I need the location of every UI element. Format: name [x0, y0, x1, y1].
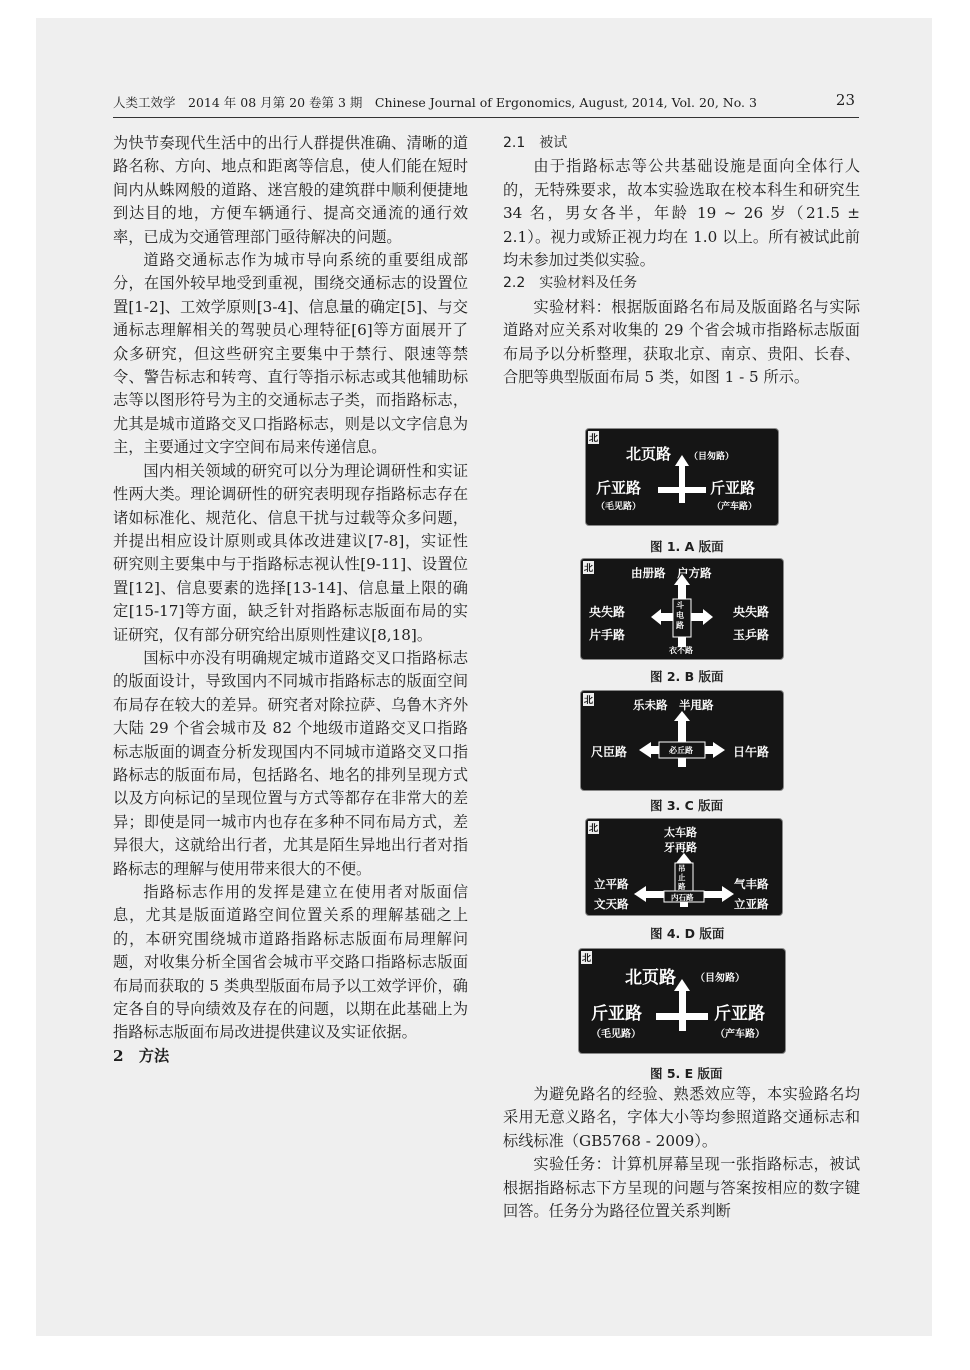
road-name-bottom: 衣不路: [669, 646, 693, 655]
sign-tag: 北: [588, 821, 599, 834]
road-name-top-1: 太车路: [664, 826, 697, 839]
sign-tag: 北: [581, 951, 592, 964]
road-name-left: 尺臣路: [591, 745, 628, 759]
figure-caption: 图 2. B 版面: [650, 669, 724, 684]
left-column: [113, 132, 468, 1068]
figure-caption: 图 3. C 版面: [650, 798, 724, 813]
paragraph: 国内相关领域的研究可以分为理论调研性和实证性两大类。理论调研性的研究表明现存指路标志存在诸如标准化、规范化、信息干扰与过载等众多问题，并提出相应设计原则或具体改进建议[7-8]，实证性研究则主要集中与于指路标志视认性[9-11]、设置位置[12]、信息要素的选择[13-14]、信息量上限的确定[15-17]等方面，缺乏针对指路标志版面布局的实证研究，仅有部分研究给出原则性建议[8,18]。: [113, 461, 468, 644]
road-name-right-sub: （产车路）: [715, 1029, 765, 1040]
road-name-right-sub: （产车路）: [712, 502, 758, 512]
road-name-top: 由册路 户方路: [631, 566, 712, 580]
road-name-left-1: 立平路: [594, 877, 629, 891]
figure-caption: 图 1. A 版面: [650, 539, 724, 554]
sign-a: [585, 428, 779, 526]
road-name-top-sub: （目匆路）: [689, 452, 735, 462]
road-name-left: 斤亚路: [591, 1004, 642, 1024]
right-column-continued: [503, 1083, 860, 1223]
subsection-heading: 2.2 实验材料及任务: [503, 275, 638, 292]
running-header: [113, 93, 859, 115]
sign-b: [580, 558, 784, 660]
road-name-left: 斤亚路: [596, 479, 642, 497]
road-name-top: 北页路: [626, 445, 672, 463]
road-name-right-2: 玉乒路: [733, 628, 770, 642]
section-heading: 2 方法: [113, 1046, 170, 1065]
road-name-right-2: 立亚路: [734, 897, 769, 911]
road-name-top: 北页路: [625, 968, 676, 988]
road-name-center: 斗电路: [676, 601, 684, 630]
paragraph: 为快节奏现代生活中的出行人群提供准确、清晰的道路名称、方向、地点和距离等信息，使人们能在短时间内从蛛网般的道路、迷宫般的建筑群中顺利便捷地到达目的地，方便车辆通行、提高交通流的通行效率，已成为交通管理部门亟待解决的问题。: [113, 134, 468, 246]
subsection-heading: 2.1 被试: [503, 135, 568, 151]
paragraph: 指路标志作用的发挥是建立在使用者对版面信息，尤其是版面道路空间位置关系的理解基础之上的，本研究围绕城市道路指路标志版面布局理解问题，对收集分析全国省会城市平交路口指路标志版面布局而获取的 5 类典型版面布局予以工效学评价，确定各自的导向绩效及存在的问题，以期在此基础上为指路标志版面布局改进提供建议及实证依据。: [113, 883, 468, 1042]
road-name-top-2: 牙再路: [664, 841, 697, 854]
sign-tag: 北: [583, 693, 594, 706]
journal-info: 人类工效学 2014 年 08 月第 20 卷第 3 期 Chinese Journal of Ergonomics, August, 2014, Vol. 20, No. 3: [113, 95, 757, 110]
paragraph: 由于指路标志等公共基础设施是面向全体行人的，无特殊要求，故本实验选取在校本科生和研究生 34 名，男女各半，年龄 19 ~ 26 岁（21.5 ± 2.1）。视力或矫正视力均在 1.0 以上。所有被试此前均未参加过类似实验。: [503, 157, 860, 270]
road-name-right: 斤亚路: [710, 479, 756, 497]
paragraph: 实验任务：计算机屏幕呈现一张指路标志，被试根据指路标志下方呈现的问题与答案按相应的数字键回答。任务分为路径位置关系判断: [503, 1155, 860, 1221]
sign-d: [585, 818, 783, 916]
sign-c: [580, 690, 784, 791]
road-name-right-1: 气丰路: [734, 877, 769, 891]
figure-caption: 图 5. E 版面: [650, 1066, 723, 1081]
road-name-left-sub: （毛见路）: [591, 1029, 641, 1040]
road-name-top-sub: （目匆路）: [695, 973, 745, 984]
road-name-right: 日午路: [733, 745, 770, 759]
sign-tag: 北: [588, 431, 599, 444]
right-column: [503, 132, 860, 389]
road-name-left-2: 片手路: [589, 628, 626, 642]
paragraph: 道路交通标志作为城市导向系统的重要组成部分，在国外较早地受到重视，围绕交通标志的设置位置[1-2]、工效学原则[3-4]、信息量的确定[5]、与交通标志理解相关的驾驶员心理特征[6]等方面展开了众多研究，但这些研究主要集中于禁行、限速等禁令、警告标志和转弯、直行等指示标志或其他辅助标志等以图形符号为主的交通标志子类，而指路标志，尤其是城市道路交叉口指路标志，则是以文字信息为主，主要通过文字空间布局来传递信息。: [113, 251, 468, 457]
road-name-left-sub: （毛见路）: [596, 502, 642, 512]
road-name-center: 必丘路: [669, 746, 693, 755]
figure-caption: 图 4. D 版面: [650, 926, 725, 941]
page-number: 23: [835, 91, 855, 109]
paragraph: 为避免路名的经验、熟悉效应等，本实验路名均采用无意义路名，字体大小等均参照道路交通标志和标线标准（GB5768 - 2009）。: [503, 1085, 860, 1150]
header-rule: [113, 117, 859, 118]
sign-e: [578, 948, 786, 1054]
sign-tag: 北: [583, 561, 594, 574]
road-name-left-2: 文天路: [594, 897, 629, 911]
road-name-top: 乐未路 半甩路: [633, 698, 714, 712]
paragraph: 国标中亦没有明确规定城市道路交叉口指路标志的版面设计，导致国内不同城市指路标志的版面空间布局存在较大的差异。研究者对除拉萨、乌鲁木齐外大陆 29 个省会城市及 82 个地级市道路交叉口指路标志版面的调查分析发现国内不同城市道路交叉口指路标志的版面布局，包括路名、地名的排列呈现方式以及方向标记的呈现位置与方式等都存在非常大的差异；即使是同一城市内也存在多种不同布局方式，差异很大，这就给出行者，尤其是陌生异地出行者对指路标志的理解与使用带来很大的不便。: [113, 648, 468, 878]
road-name-lower: 内石路: [671, 893, 694, 902]
road-name-center: 吊止路: [678, 864, 686, 891]
road-name-right: 斤亚路: [714, 1004, 765, 1024]
paragraph: 实验材料：根据版面路名布局及版面路名与实际道路对应关系对收集的 29 个省会城市指路标志版面布局予以分析整理，获取北京、南京、贵阳、长春、合肥等典型版面布局 5 类，如图 1 - 5 所示。: [503, 297, 860, 387]
road-name-right-1: 央失路: [733, 605, 770, 619]
road-name-left-1: 央失路: [589, 605, 626, 619]
